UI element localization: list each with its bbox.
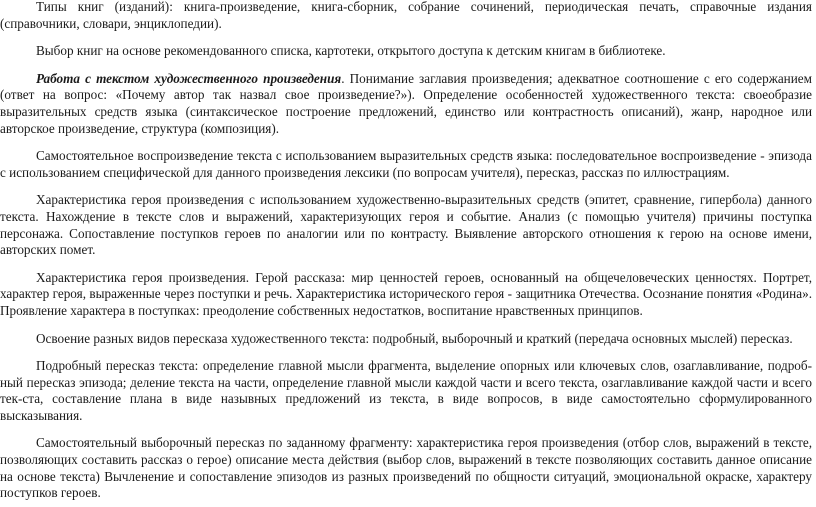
paragraph-retelling-types: Освоение разных видов пересказа художественного текста: подробный, выборочный и краткий (передача основных мыслей) пересказ.: [36, 330, 793, 346]
paragraph-hero-of-story: Характеристика героя произведения. Герой рассказа: мир ценностей героев, основанный на общечеловеческих ценностях. Портрет, характер героя, выраженные через поступки и речь. Характеристика исторического героя - защитника Отечества. Осознание понятия «Родина». Проявление характера в поступках: преодоление собственных недостатков, воспитание нравственных принципов.: [0, 269, 812, 318]
paragraph-independent-reproduction: Самостоятельное воспроизведение текста с использованием выразительных средств языка: последовательное воспроизведение - эпизода с использованием специфической для данного произведения лексики (по вопросам учителя), пересказ, рассказ по иллюстрациям.: [0, 148, 812, 180]
paragraph-working-with-text-body: . Понимание заглавия произведения; адекватное соотношение с его содержанием (ответ на вопрос: «Почему автор так назвал свое произведение?»). Определение особенностей художественного текста: своеобразие выразительных средств языка (синтаксическое построение предложений, единство или контрастность описаний), жанр, народное или авторское произведение, структура (композиция).: [0, 70, 812, 136]
section-heading-working-with-text: Работа с текстом художественного произведения: [36, 70, 342, 86]
paragraph-selective-retelling: Самостоятельный выборочный пересказ по заданному фрагменту: характеристика героя произведения (отбор слов, выражений в тексте, позволяющих составить рассказ о герое) описание места действия (выбор слов, выражений в тексте позволяющих составить данное описание на основе текста) Вычленение и сопоставление эпизодов из разных произведений по общности ситуаций, эмоциональной окраске, характеру поступков героев.: [0, 435, 812, 501]
paragraph-working-with-text: [0, 71, 812, 137]
paragraph-detailed-retelling: Подробный пересказ текста: определение главной мысли фрагмента, выделение опорных или ключевых слов, озаглавливание, подроб-ный пересказ эпизода; деление текста на части, определение главной мысли каждой части и всего текста, озаглавливание каждой части и всего тек-ста, составление плана в виде назывных предложений из текста, в виде вопросов, в виде самостоятельно сформулированного высказывания.: [0, 358, 812, 423]
paragraph-book-types: Типы книг (изданий): книга-произведение, книга-сборник, собрание сочинений, периодическая печать, справочные издания (справочники, словари, энциклопедии).: [0, 0, 812, 31]
paragraph-book-selection: Выбор книг на основе рекомендованного списка, картотеки, открытого доступа к детским книгам в библиотеке.: [36, 43, 666, 59]
paragraph-hero-characteristics: Характеристика героя произведения с использованием художественно-выразительных средств (эпитет, сравнение, гипербола) данного текста. Нахождение в тексте слов и выражений, характеризующих героя и событие. Анализ (с помощью учителя) причины поступка персонажа. Сопоставление поступков героев по аналогии или по контрасту. Выявление авторского отношения к герою на основе имени, авторских помет.: [0, 192, 812, 258]
